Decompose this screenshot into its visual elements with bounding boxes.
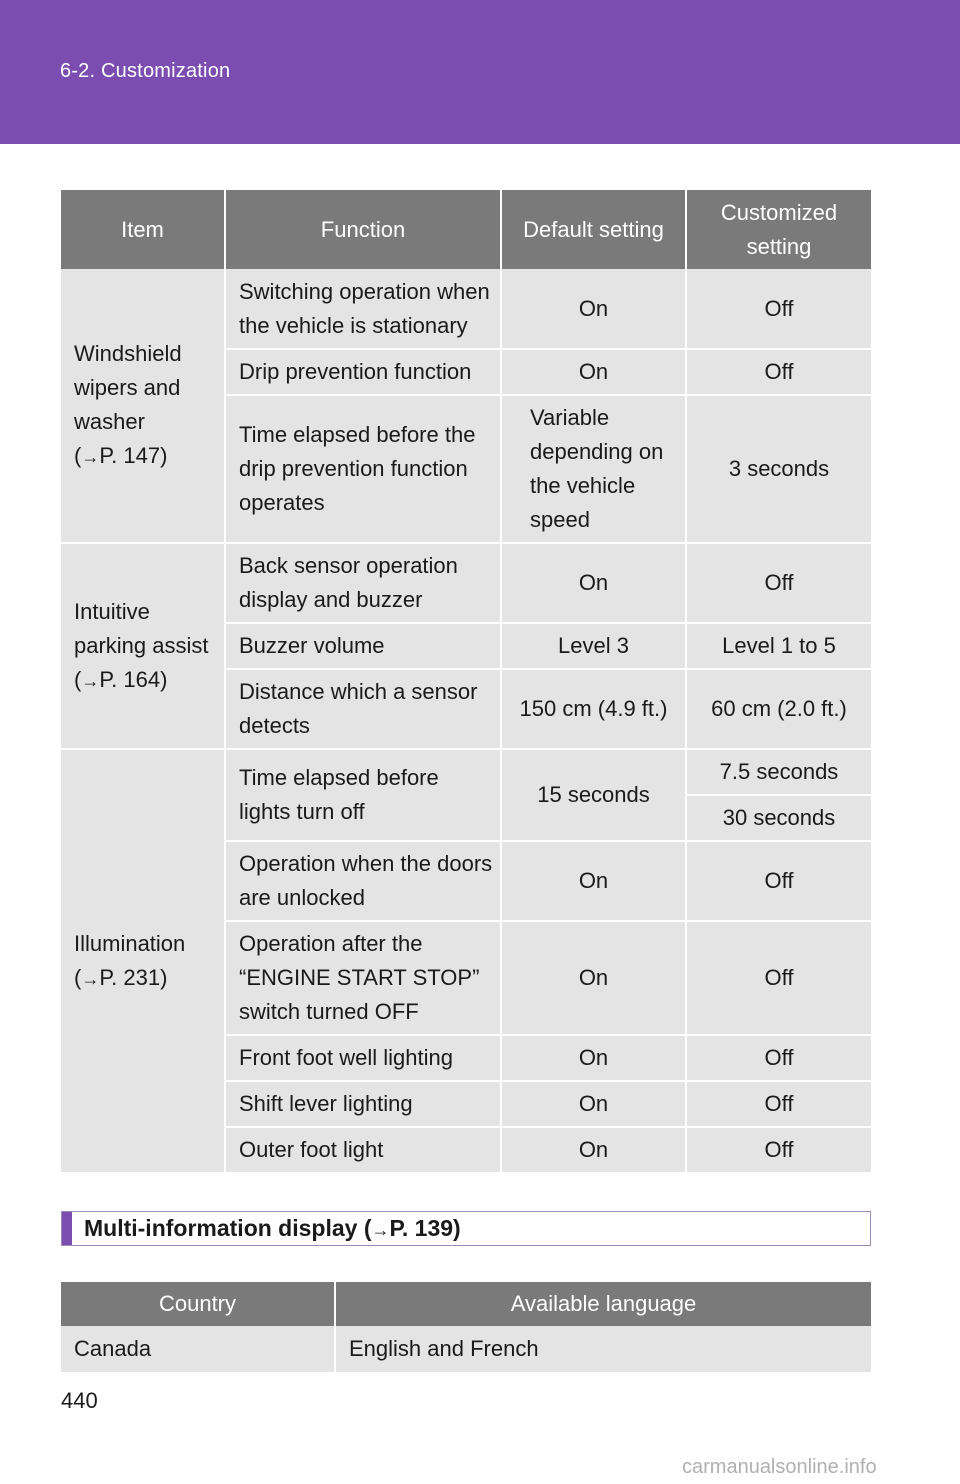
- section-heading-reference: P. 139: [389, 1215, 454, 1241]
- item-reference: P. 231: [99, 964, 161, 990]
- default-cell: On: [501, 349, 686, 395]
- customized-cell: Off: [686, 1035, 871, 1081]
- item-label: Intuitive parking assist: [74, 598, 209, 658]
- function-cell: Shift lever lighting: [225, 1081, 501, 1127]
- function-cell: Distance which a sensor detects: [225, 669, 501, 749]
- customized-cell: 7.5 seconds: [686, 749, 871, 795]
- default-cell: On: [501, 543, 686, 623]
- item-reference: P. 147: [99, 443, 161, 468]
- default-cell: On: [501, 1127, 686, 1173]
- right-arrow-icon: →: [371, 1220, 390, 1240]
- customized-cell: 3 seconds: [686, 395, 871, 543]
- customized-cell: Level 1 to 5: [686, 623, 871, 669]
- default-cell: Variable depending on the vehicle speed: [501, 395, 686, 543]
- default-cell: Level 3: [501, 623, 686, 669]
- item-reference: P. 164: [99, 666, 161, 692]
- customized-cell: Off: [686, 269, 871, 349]
- function-cell: Operation after the “ENGINE START STOP” switch turned OFF: [225, 921, 501, 1035]
- right-arrow-icon: →: [81, 447, 100, 467]
- function-cell: Outer foot light: [225, 1127, 501, 1173]
- table-header-row: [61, 190, 871, 269]
- watermark: carmanualsonline.info: [682, 1456, 877, 1478]
- function-cell: Front foot well lighting: [225, 1035, 501, 1081]
- section-heading-accent: [62, 1212, 72, 1245]
- default-cell: 15 seconds: [501, 749, 686, 841]
- customized-cell: Off: [686, 841, 871, 921]
- default-cell: On: [501, 1035, 686, 1081]
- section-label: 6-2. Customization: [60, 60, 231, 82]
- function-cell: Back sensor operation display and buzzer: [225, 543, 501, 623]
- section-heading-title: Multi-information display (: [84, 1215, 372, 1241]
- default-cell: On: [501, 1081, 686, 1127]
- customized-cell: Off: [686, 543, 871, 623]
- default-cell: On: [501, 921, 686, 1035]
- item-cell: Windshield wipers and washer (→P. 147): [61, 269, 225, 543]
- default-cell: 150 cm (4.9 ft.): [501, 669, 686, 749]
- section-heading-close: ): [453, 1215, 461, 1241]
- header-available-language: Available language: [335, 1282, 871, 1326]
- header-function: Function: [225, 190, 501, 269]
- default-cell: On: [501, 841, 686, 921]
- table-row: [61, 269, 871, 349]
- item-label: Windshield wipers and washer: [74, 341, 182, 434]
- item-label: Illumination: [74, 930, 186, 956]
- function-cell: Time elapsed before lights turn off: [225, 749, 501, 841]
- right-arrow-icon: →: [81, 670, 100, 691]
- page-number: 440: [61, 1388, 98, 1413]
- table-row: [61, 749, 871, 795]
- customized-cell: 60 cm (2.0 ft.): [686, 669, 871, 749]
- table-row: [61, 1326, 871, 1372]
- function-cell: Drip prevention function: [225, 349, 501, 395]
- item-cell: Illumination (→P. 231): [61, 749, 225, 1173]
- function-cell: Operation when the doors are unlocked: [225, 841, 501, 921]
- customized-cell: 30 seconds: [686, 795, 871, 841]
- section-heading: [61, 1211, 871, 1246]
- header-customized-setting: Customized setting: [686, 190, 871, 269]
- header-default-setting: Default setting: [501, 190, 686, 269]
- customized-cell: Off: [686, 921, 871, 1035]
- table-header-row: [61, 1282, 871, 1326]
- table-row: [61, 543, 871, 623]
- header-band: [0, 0, 960, 144]
- function-cell: Buzzer volume: [225, 623, 501, 669]
- function-cell: Time elapsed before the drip prevention function operates: [225, 395, 501, 543]
- country-cell: Canada: [61, 1326, 335, 1372]
- customized-cell: Off: [686, 349, 871, 395]
- customization-table: [61, 190, 871, 1174]
- default-cell: On: [501, 269, 686, 349]
- customized-cell: Off: [686, 1081, 871, 1127]
- language-cell: English and French: [335, 1326, 871, 1372]
- header-country: Country: [61, 1282, 335, 1326]
- item-cell: Intuitive parking assist (→P. 164): [61, 543, 225, 749]
- language-table: [61, 1282, 871, 1372]
- header-item: Item: [61, 190, 225, 269]
- function-cell: Switching operation when the vehicle is stationary: [225, 269, 501, 349]
- right-arrow-icon: →: [81, 968, 100, 989]
- customized-cell: Off: [686, 1127, 871, 1173]
